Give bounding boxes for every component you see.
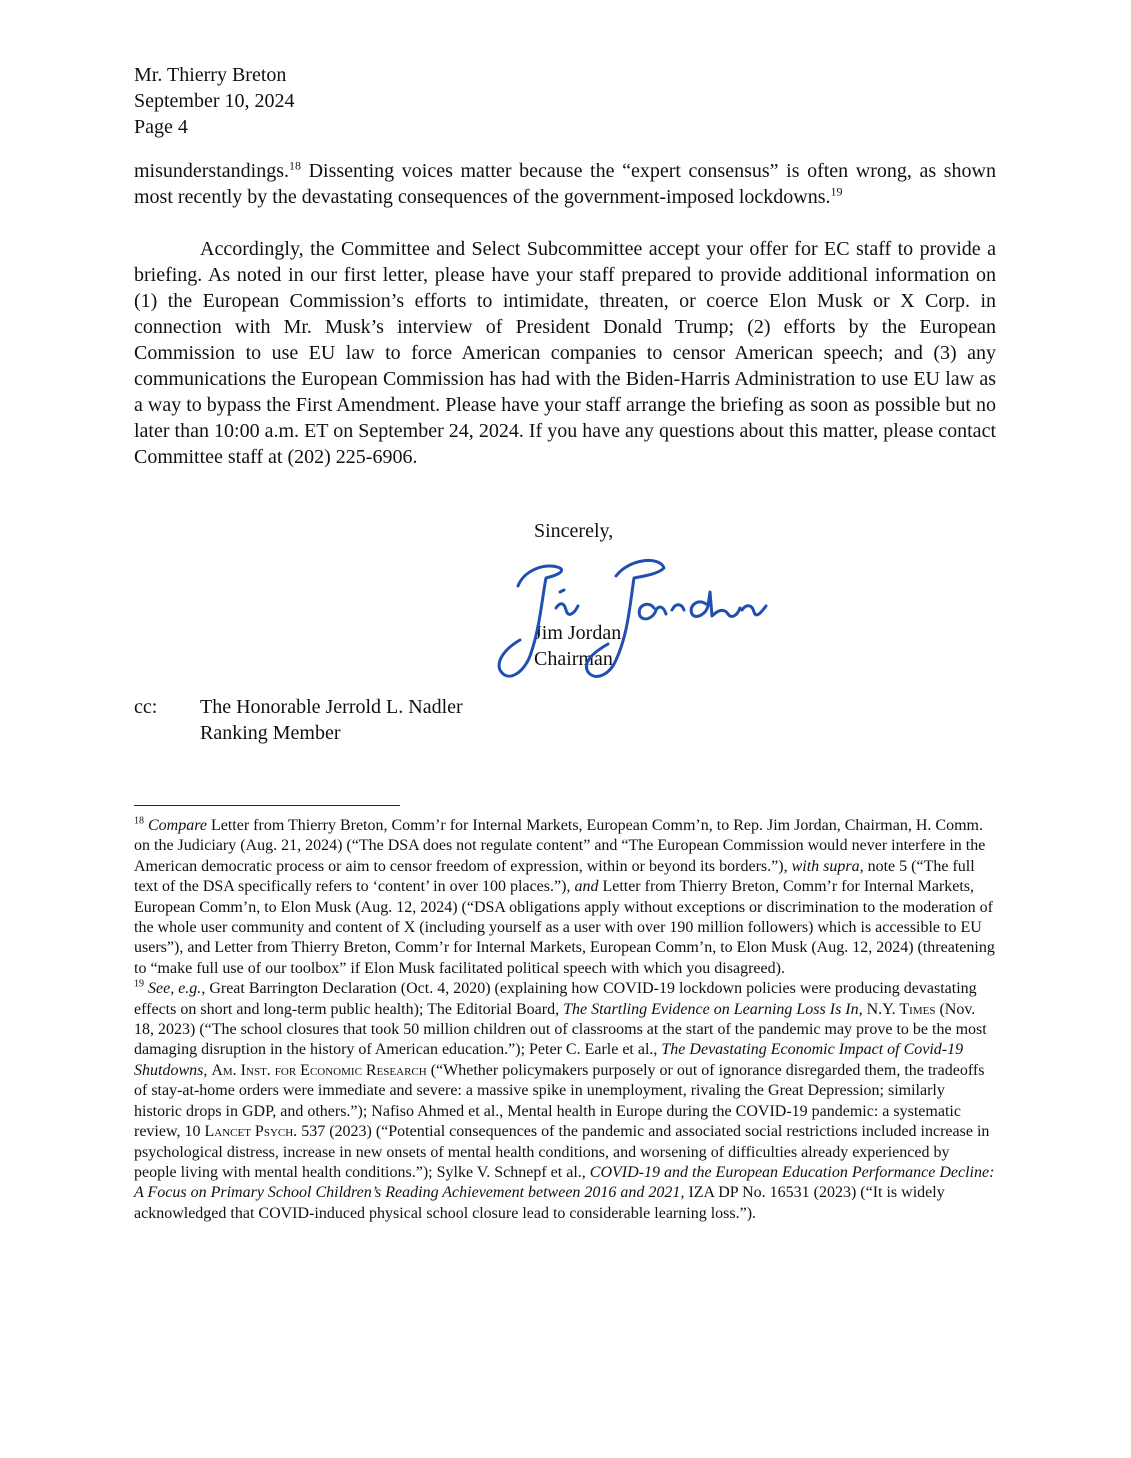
- letter-header: [134, 62, 295, 140]
- footnote-signal: Compare: [148, 817, 207, 834]
- footnote-text: ,: [203, 1061, 212, 1079]
- cc-label: cc:: [134, 696, 158, 718]
- signer-name: Jim Jordan: [534, 622, 622, 644]
- footnote-text: Letter from Thierry Breton, Comm’r for Internal Markets, European Comm’n, to Rep. Jim Jordan, Chairman, H. Comm. on the Judiciary (Aug. 21, 2024) (“The DSA does not regulate content” and “The European Commission would never interfere in the American democratic process or aim to censor freedom of expression, within or beyond its borders.”),: [134, 817, 986, 875]
- cc-recipient-title: Ranking Member: [200, 722, 341, 744]
- footnote-19: [134, 979, 996, 1224]
- footnote-number: 19: [134, 978, 144, 990]
- footnote-text: Letter from Thierry Breton, Comm’r for Internal Markets, European Comm’n, to Elon Musk (Aug. 12, 2024) (“DSA obligations apply without exceptions or discrimination to the moderation of the whole user community and content of X (including yourself as a user with over 190 million followers) which is accessible to EU users”), and Letter from Thierry Breton, Comm’r for Internal Markets, European Comm’n, to Elon Musk (Aug. 12, 2024) (threatening to “make full use of our toolbox” if Elon Musk facilitated political speech with which you disagreed).: [134, 878, 995, 977]
- paragraph-text: misunderstandings.: [134, 160, 289, 182]
- body-paragraph-2: Accordingly, the Committee and Select Subcommittee accept your offer for EC staff to provide a briefing. As noted in our first letter, please have your staff prepared to provide additional information on (1) the European Commission’s efforts to intimidate, threaten, or coerce Elon Musk or X Corp. in connection with Mr. Musk’s interview of President Donald Trump; (2) efforts by the European Commission to use EU law to force American companies to censor American speech; and (3) any communications the European Commission has had with the Biden-Harris Administration to use EU law as a way to bypass the First Amendment. Please have your staff arrange the briefing as soon as possible but no later than 10:00 a.m. ET on September 24, 2024. If you have any questions about this matter, please contact Committee staff at (202) 225-6906.: [134, 238, 996, 468]
- recipient-name: Mr. Thierry Breton: [134, 64, 287, 86]
- footnote-ref-18: 18: [289, 158, 301, 173]
- footnotes: [134, 816, 996, 1224]
- page-number: Page 4: [134, 116, 188, 138]
- footnote-text: , IZA DP No. 16531 (2023) (“It is widely acknowledged that COVID-induced physical school closure lead to considerable learning loss.”).: [134, 1184, 945, 1222]
- footnote-signal: with supra: [791, 857, 860, 875]
- footnote-text: , Great Barrington Declaration (Oct. 4, 2020) (explaining how COVID-19 lockdown policies were producing devastating effects on short and long-term public health); The Editorial Board,: [134, 980, 977, 1018]
- footnote-text: (“Whether policymakers purposely or out of ignorance disregarded them, the tradeoffs of stay-at-home orders were immediate and severe: a massive spike in unemployment, rivaling the Great Depression; similarly historic drops in GDP, and others.”); Nafiso Ahmed et al., Mental health in Europe during the COVID-19 pandemic: a systematic review, 10: [134, 1061, 985, 1141]
- footnote-source: Lancet Psych.: [204, 1123, 298, 1141]
- handwritten-signature: [484, 548, 784, 688]
- closing-salutation: Sincerely,: [534, 520, 614, 542]
- paragraph-text: Dissenting voices matter because the “expert consensus” is often wrong, as shown most recently by the devastating consequences of the government-imposed lockdowns.: [134, 160, 996, 208]
- footnote-signal: and: [574, 878, 599, 896]
- footnote-18: [134, 816, 996, 979]
- footnote-divider: [134, 805, 400, 806]
- letter-date: September 10, 2024: [134, 90, 295, 112]
- footnote-number: 18: [134, 815, 144, 827]
- footnote-text: (Nov. 18, 2023) (“The school closures that took 50 million children out of classrooms at the start of the pandemic may prove to be the most damaging disruption in the history of American education.”); Peter C. Earle et al.,: [134, 1000, 987, 1059]
- cc-recipient-name: The Honorable Jerrold L. Nadler: [200, 696, 463, 718]
- signer-title: Chairman: [534, 648, 613, 670]
- footnote-text: 537 (2023) (“Potential consequences of the pandemic and associated social restrictions included increase in psychological distress, increase in new onsets of mental health conditions, and worsening of difficulties already experienced by people living with mental health conditions.”); Sylke V. Schnepf et al.,: [134, 1123, 990, 1181]
- footnote-title: COVID-19 and the European Education Performance Decline: A Focus on Primary School Children’s Reading Achievement between 2016 and 2021: [134, 1163, 995, 1202]
- footnote-title: The Startling Evidence on Learning Loss Is In,: [563, 1000, 863, 1018]
- footnote-ref-19: 19: [830, 184, 843, 199]
- footnote-source: N.Y. Times: [866, 1000, 936, 1018]
- footnote-text: , note 5 (“The full text of the DSA specifically refers to ‘content’ in over 100 places.”),: [134, 857, 975, 896]
- footnote-title: The Devastating Economic Impact of Covid-19 Shutdowns: [134, 1041, 964, 1079]
- footnote-source: Am. Inst. for Economic Research: [211, 1061, 427, 1079]
- body-paragraph-1: [134, 158, 996, 210]
- footnote-signal: See, e.g.: [148, 980, 202, 998]
